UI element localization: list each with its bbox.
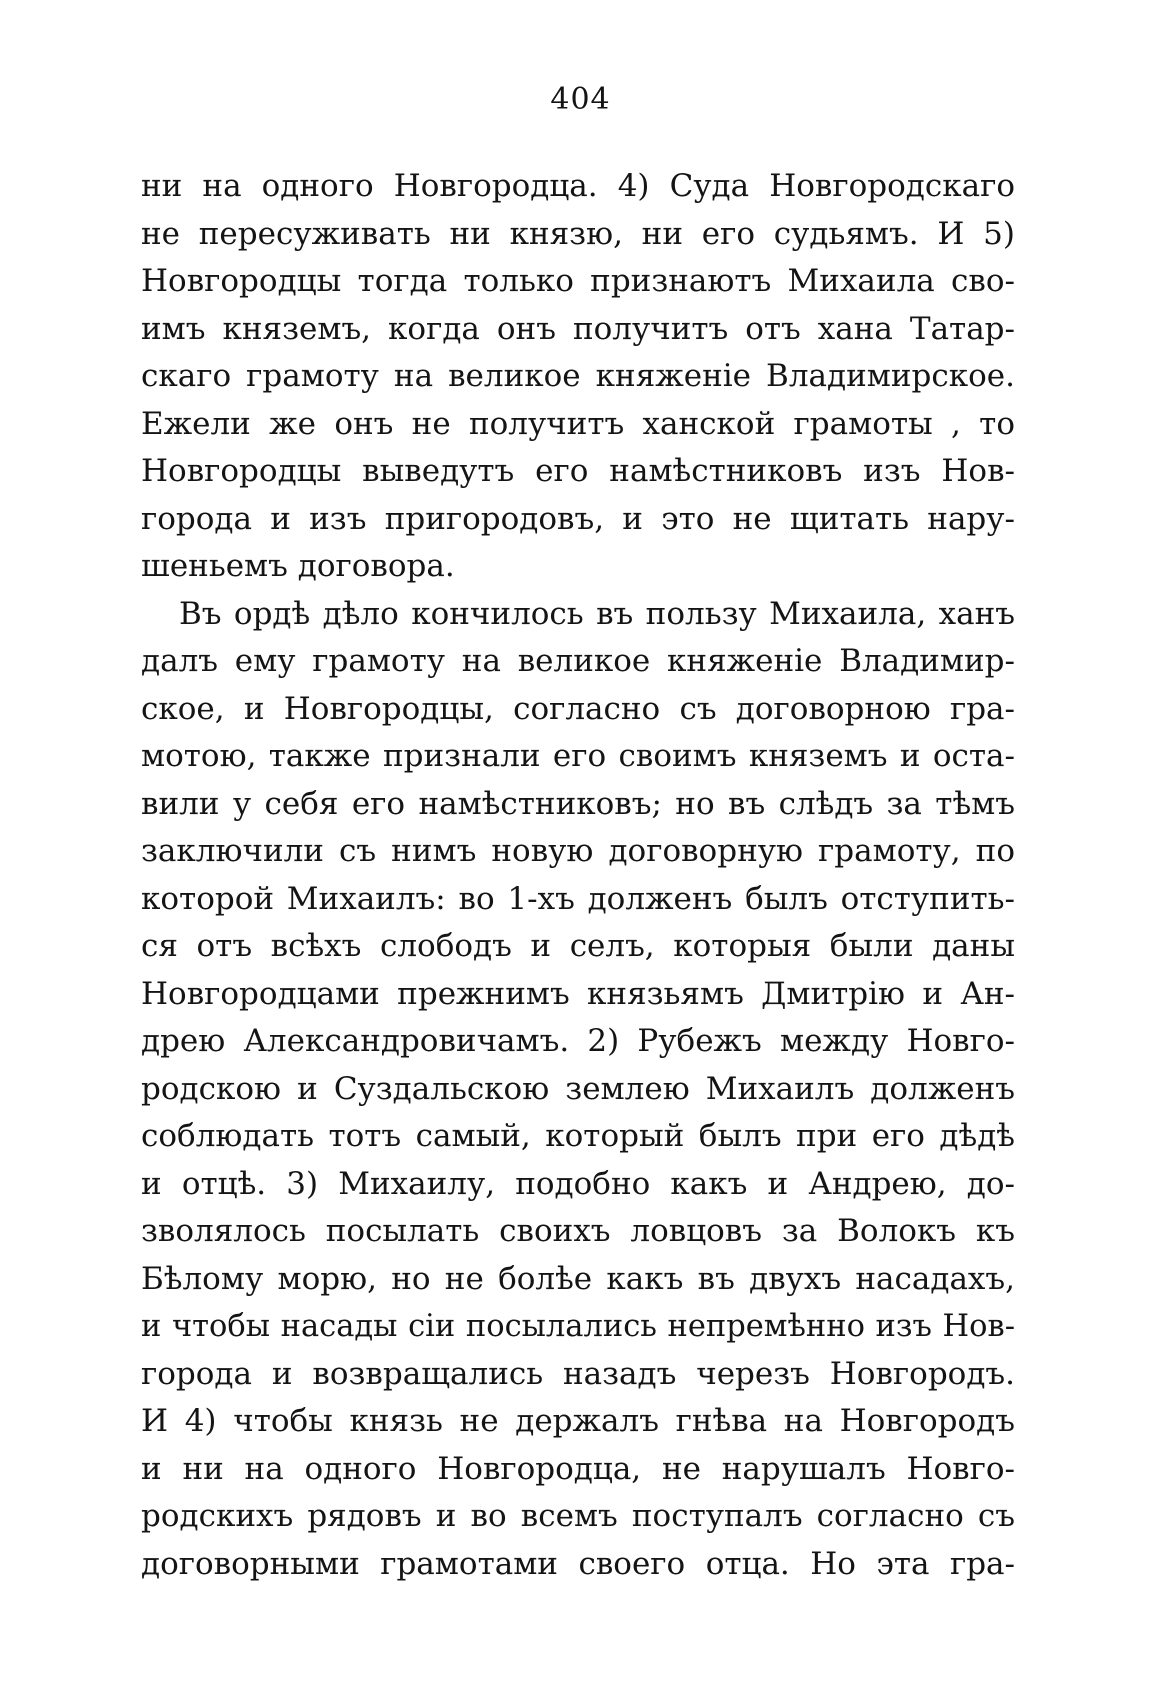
text-line: Въ ордѣ дѣло кончилось въ пользу Михаила, ханъ <box>179 595 1015 632</box>
text-line: не пересуживать ни князю, ни его судьямъ. И 5) <box>141 215 1015 252</box>
text-line: Новгородцами прежнимъ князьямъ Дмитрію и Ан- <box>141 975 1015 1012</box>
text-line: далъ ему грамоту на великое княженіе Владимир- <box>141 643 1015 679</box>
text-line: договорными грамотами своего отца. Но эта гра- <box>141 1545 1015 1582</box>
text-line: ни на одного Новгородца. 4) Суда Новгородскаго <box>141 168 1015 204</box>
text-line: и отцѣ. 3) Михаилу, подобно какъ и Андрею, до- <box>141 1165 1015 1202</box>
text-line: Ежели же онъ не получитъ ханской грамоты , то <box>141 405 1015 442</box>
page-number: 404 <box>550 82 611 117</box>
text-line: родскихъ рядовъ и во всемъ поступалъ согласно съ <box>141 1498 1015 1534</box>
text-line: заключили съ нимъ новую договорную грамоту, по <box>141 833 1015 869</box>
text-line: ся отъ всѣхъ слободъ и селъ, которыя были даны <box>141 928 1015 964</box>
text-line: города и возвращались назадъ черезъ Новгородъ. <box>141 1355 1015 1392</box>
text-line: города и изъ пригородовъ, и это не щитать нару- <box>141 500 1015 537</box>
text-line: шеньемъ договора. <box>141 548 455 584</box>
text-line: вили у себя его намѣстниковъ; но въ слѣдъ за тѣмъ <box>141 785 1015 822</box>
text-line: ское, и Новгородцы, согласно съ договорною гра- <box>141 690 1015 727</box>
text-line: Бѣлому морю, но не болѣе какъ въ двухъ насадахъ, <box>141 1260 1015 1297</box>
text-line: скаго грамоту на великое княженіе Владимирское. <box>141 358 1015 394</box>
text-line: дрею Александровичамъ. 2) Рубежъ между Новго- <box>141 1023 1015 1059</box>
text-line: имъ княземъ, когда онъ получитъ отъ хана Татар- <box>141 310 1015 347</box>
text-line: и ни на одного Новгородца, не нарушалъ Новго- <box>141 1450 1015 1487</box>
text-line: которой Михаилъ: во 1-хъ долженъ былъ отступить- <box>141 880 1015 917</box>
text-line: соблюдать тотъ самый, который былъ при его дѣдѣ <box>141 1118 1015 1154</box>
text-line: Новгородцы выведутъ его намѣстниковъ изъ Нов- <box>141 453 1015 489</box>
text-line: мотою, также признали его своимъ княземъ и оста- <box>141 738 1015 774</box>
text-line: родскою и Суздальскою землею Михаилъ долженъ <box>141 1070 1015 1107</box>
text-line: Новгородцы тогда только признаютъ Михаила сво- <box>141 263 1015 299</box>
text-line: зволялось посылать своихъ ловцовъ за Волокъ къ <box>141 1213 1015 1249</box>
body-text <box>141 163 1015 1588</box>
text-line: и чтобы насады сіи посылались непремѣнно изъ Нов- <box>141 1309 1015 1344</box>
text-line: И 4) чтобы князь не держалъ гнѣва на Новгородъ <box>141 1403 1015 1439</box>
